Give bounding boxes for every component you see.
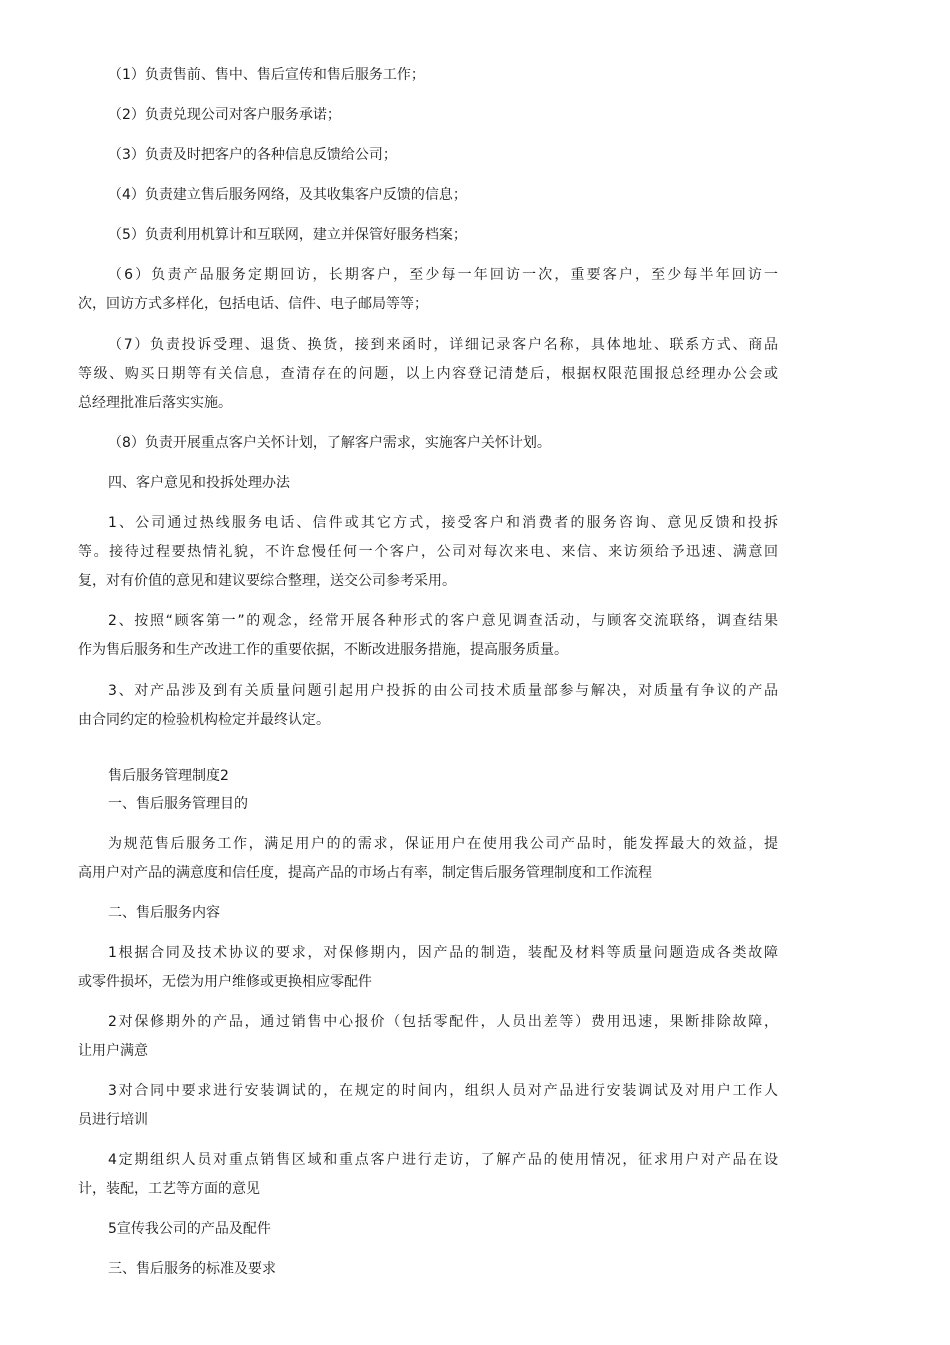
text-line: 等级、购买日期等有关信息，查清存在的问题，以上内容登记清楚后，根据权限范围报总经理办公会或	[78, 366, 778, 382]
text-line: （5）负责利用机算计和互联网，建立并保管好服务档案；	[108, 227, 467, 243]
text-line: 计，装配，工艺等方面的意见	[78, 1181, 260, 1197]
text-line: 二、售后服务内容	[108, 905, 220, 921]
text-line: （8）负责开展重点客户关怀计划，了解客户需求，实施客户关怀计划。	[108, 435, 551, 451]
duty-8-paragraph	[78, 429, 778, 458]
text-line: 总经理批准后落实实施。	[78, 395, 232, 411]
text-line: 让用户满意	[78, 1043, 148, 1059]
section-4-item-3	[78, 677, 778, 735]
text-line: 2、按照“顾客第一”的观念，经常开展各种形式的客户意见调查活动，与顾客交流联络，调查结果	[108, 613, 778, 629]
text-line: 1根据合同及技术协议的要求，对保修期内，因产品的制造，装配及材料等质量问题造成各类故障	[108, 945, 778, 961]
text-line: （7）负责投诉受理、退货、换货，接到来函时，详细记录客户名称，具体地址、联系方式、商品	[108, 337, 778, 353]
section-4-heading	[78, 469, 778, 498]
text-line: 4定期组织人员对重点销售区域和重点客户进行走访，了解产品的使用情况，征求用户对产品在设	[108, 1152, 778, 1168]
text-line: 售后服务管理制度2	[108, 768, 229, 784]
text-line: （4）负责建立售后服务网络，及其收集客户反馈的信息；	[108, 187, 467, 203]
text-line: （1）负责售前、售中、售后宣传和售后服务工作；	[108, 67, 425, 83]
document-2-item-4	[78, 1146, 778, 1204]
duty-7-paragraph	[78, 331, 778, 418]
duty-2-paragraph	[78, 101, 778, 130]
document-2-purpose	[78, 830, 778, 888]
duty-4-paragraph	[78, 181, 778, 210]
text-line: 等。接待过程要热情礼貌，不许怠慢任何一个客户，公司对每次来电、来信、来访须给予迅速、满意回	[78, 544, 778, 560]
duty-3-paragraph	[78, 141, 778, 170]
document-2-item-1	[78, 939, 778, 997]
document-2-item-2	[78, 1008, 778, 1066]
text-line: 次，回访方式多样化，包括电话、信件、电子邮局等等；	[78, 296, 428, 312]
document-2-item-3	[78, 1077, 778, 1135]
text-line: 高用户对产品的满意度和信任度，提高产品的市场占有率，制定售后服务管理制度和工作流程	[78, 865, 652, 881]
text-line: 2对保修期外的产品，通过销售中心报价（包括零配件，人员出差等）费用迅速，果断排除故障，	[108, 1014, 778, 1030]
text-line: 5宣传我公司的产品及配件	[108, 1221, 271, 1237]
document-2-section-3-heading	[78, 1255, 778, 1284]
text-line: 一、售后服务管理目的	[108, 796, 248, 812]
text-line: 1、公司通过热线服务电话、信件或其它方式，接受客户和消费者的服务咨询、意见反馈和投拆	[108, 515, 778, 531]
text-line: 四、客户意见和投拆处理办法	[108, 475, 290, 491]
text-line: 由合同约定的检验机构检定并最终认定。	[78, 712, 330, 728]
text-line: 为规范售后服务工作，满足用户的的需求，保证用户在使用我公司产品时，能发挥最大的效益，提	[108, 836, 778, 852]
duty-6-paragraph	[78, 261, 778, 319]
document-2-section-1-heading	[78, 790, 778, 819]
section-4-item-1	[78, 509, 778, 596]
text-line: （3）负责及时把客户的各种信息反馈给公司；	[108, 147, 397, 163]
duty-5-paragraph	[78, 221, 778, 250]
document-2-title	[78, 762, 778, 791]
text-line: （2）负责兑现公司对客户服务承诺；	[108, 107, 341, 123]
text-line: 或零件损坏，无偿为用户维修或更换相应零配件	[78, 974, 372, 990]
text-line: 复，对有价值的意见和建议要综合整理，送交公司参考采用。	[78, 573, 456, 589]
text-line: 3对合同中要求进行安装调试的，在规定的时间内，组织人员对产品进行安装调试及对用户工作人	[108, 1083, 778, 1099]
document-2-section-2-heading	[78, 899, 778, 928]
text-line: （6）负责产品服务定期回访，长期客户，至少每一年回访一次，重要客户，至少每半年回访一	[108, 267, 778, 283]
duty-1-paragraph	[78, 61, 778, 90]
text-line: 3、对产品涉及到有关质量问题引起用户投拆的由公司技术质量部参与解决，对质量有争议的产品	[108, 683, 778, 699]
section-4-item-2	[78, 607, 778, 665]
document-2-item-5	[78, 1215, 778, 1244]
text-line: 作为售后服务和生产改进工作的重要依据，不断改进服务措施，提高服务质量。	[78, 642, 568, 658]
text-line: 员进行培训	[78, 1112, 148, 1128]
text-line: 三、售后服务的标准及要求	[108, 1261, 276, 1277]
